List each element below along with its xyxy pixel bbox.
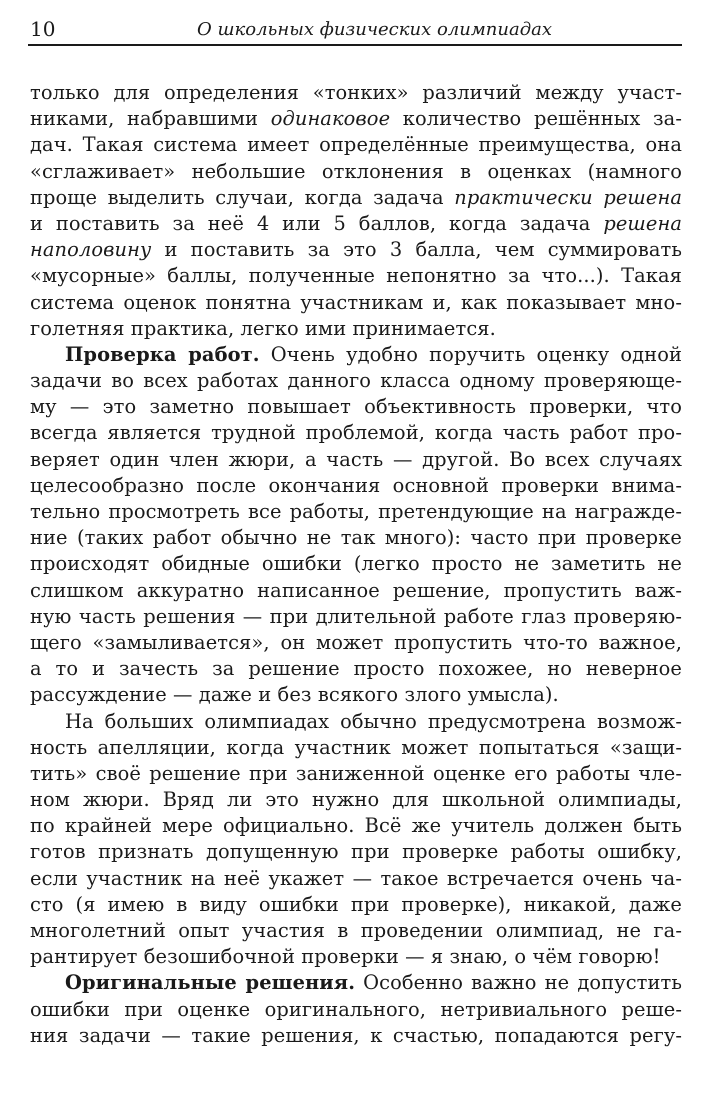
text-line [30, 604, 682, 630]
text-run: и поставить за это 3 балла, чем суммировать [151, 238, 682, 262]
text-run: и поставить за неё 4 или 5 баллов, когда задача [30, 211, 604, 235]
italic-run: решена [603, 211, 682, 235]
text-run: «сглаживает» небольшие отклонения в оценках (намного [30, 159, 682, 183]
text-line [30, 918, 682, 944]
text-line [30, 263, 682, 289]
text-run: если участник на неё укажет — такое встречается очень ча- [30, 866, 682, 890]
text-run: голетняя практика, легко ими принимается. [30, 316, 496, 340]
text-run: всегда является трудной проблемой, когда часть работ про- [30, 421, 682, 445]
text-line [30, 290, 682, 316]
text-line [30, 394, 682, 420]
text-line [30, 1023, 682, 1049]
text-run: слишком аккуратно написанное решение, пропустить важ- [30, 578, 682, 602]
text-run: веряет один член жюри, а часть — другой. Во всех случаях [30, 447, 682, 471]
text-line [30, 787, 682, 813]
text-run: целесообразно после окончания основной проверки внима- [30, 473, 682, 497]
text-run: Особенно важно не допустить [355, 971, 682, 995]
body-text [30, 80, 682, 1049]
text-line [30, 761, 682, 787]
running-title: О школьных физических олимпиадах [196, 19, 552, 40]
text-run: «мусорные» баллы, полученные непонятно за что...). Такая [30, 264, 682, 288]
text-line [30, 499, 682, 525]
text-line [30, 735, 682, 761]
text-run: тить» своё решение при заниженной оценке его работы чле- [30, 761, 682, 785]
text-line [30, 342, 682, 368]
italic-run: одинаковое [270, 107, 391, 131]
text-run: по крайней мере официально. Всё же учитель должен быть [30, 814, 682, 838]
text-run: задачи во всех работах данного класса одному проверяюще- [30, 369, 682, 393]
paragraph [30, 970, 682, 1049]
text-run: ном жюри. Вряд ли это нужно для школьной олимпиады, [30, 788, 682, 812]
text-line [30, 447, 682, 473]
text-run: Очень удобно поручить оценку одной [259, 342, 682, 366]
text-line [30, 525, 682, 551]
text-run: рантирует безошибочной проверки — я знаю, о чём говорю! [30, 945, 661, 969]
text-run: тельно просмотреть все работы, претендующие на награжде- [30, 500, 682, 523]
text-line [30, 682, 682, 708]
paragraph [30, 342, 682, 709]
text-run: многолетний опыт участия в проведении олимпиад, не га- [30, 919, 682, 942]
page-header [28, 14, 682, 46]
text-line [30, 997, 682, 1023]
paragraph [30, 80, 682, 342]
text-line [30, 368, 682, 394]
text-line [30, 237, 682, 263]
page-number: 10 [30, 17, 56, 41]
text-line [30, 80, 682, 106]
text-line [30, 578, 682, 604]
text-line [30, 630, 682, 656]
text-run: ную часть решения — при длительной работе глаз проверяю- [30, 604, 682, 628]
text-line [30, 211, 682, 237]
text-run: никами, набравшими [30, 107, 271, 131]
text-run: готов признать допущенную при проверке работы ошибку, [30, 840, 682, 864]
text-run: количество решённых за- [390, 107, 682, 131]
text-run: ния задачи — такие решения, к счастью, попадаются регу- [30, 1023, 682, 1047]
text-line [30, 185, 682, 211]
text-run: рассуждение — даже и без всякого злого умысла). [30, 683, 559, 707]
text-run: проще выделить случаи, когда задача [30, 185, 455, 209]
text-line [30, 132, 682, 158]
text-run: му — это заметно повышает объективность проверки, что [30, 395, 682, 419]
text-run: происходят обидные ошибки (легко просто не заметить не [30, 552, 682, 576]
text-line [30, 656, 682, 682]
text-line [30, 709, 682, 735]
text-line [30, 316, 682, 342]
text-run: На больших олимпиадах обычно предусмотрена возмож- [65, 709, 682, 733]
text-line [30, 106, 682, 132]
text-run: ность апелляции, когда участник может попытаться «защи- [30, 735, 682, 759]
text-run: щего «замыливается», он может пропустить что-то важное, [30, 630, 682, 654]
italic-run: наполовину [30, 238, 152, 262]
text-run: система оценок понятна участникам и, как показывает мно- [30, 290, 682, 314]
text-line [30, 159, 682, 185]
text-line [30, 473, 682, 499]
text-line [30, 892, 682, 918]
text-run: а то и зачесть за решение просто похожее, но неверное [30, 657, 682, 681]
text-line [30, 866, 682, 892]
text-run: сто (я имею в виду ошибки при проверке), никакой, даже [30, 892, 682, 916]
text-line [30, 551, 682, 577]
text-line [30, 813, 682, 839]
paragraph [30, 709, 682, 971]
text-line [30, 839, 682, 865]
text-line [30, 944, 682, 970]
bold-run: Оригинальные решения. [65, 971, 356, 995]
bold-run: Проверка работ. [65, 342, 260, 366]
italic-run: практически решена [454, 185, 682, 209]
text-run: дач. Такая система имеет определённые преимущества, она [30, 133, 682, 157]
text-run: только для определения «тонких» различий между участ- [30, 81, 682, 104]
text-line [30, 970, 682, 996]
text-line [30, 420, 682, 446]
text-run: ние (таких работ обычно не так много): часто при проверке [30, 526, 682, 550]
text-run: ошибки при оценке оригинального, нетривиального реше- [30, 997, 682, 1021]
